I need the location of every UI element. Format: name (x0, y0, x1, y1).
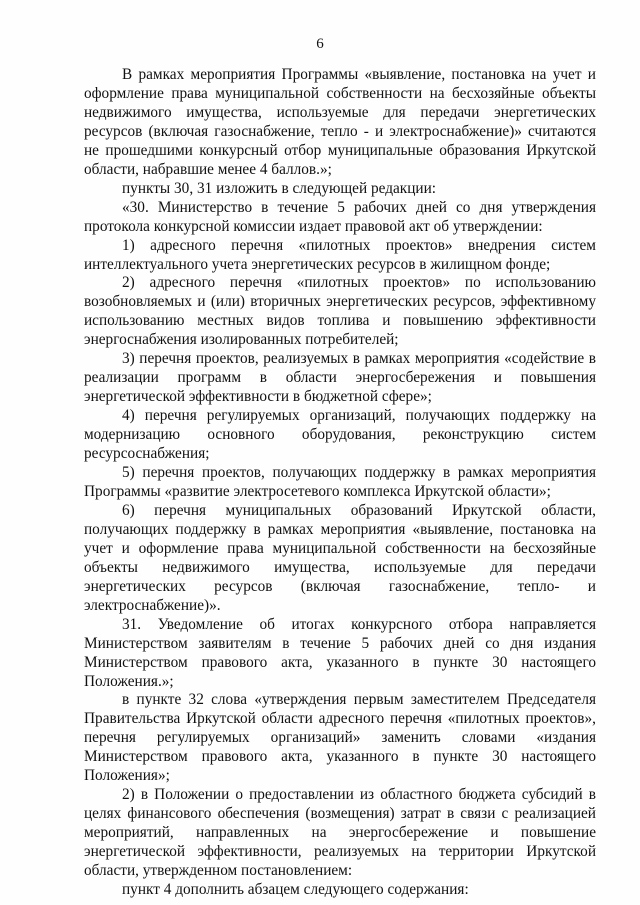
paragraph: 3) перечня проектов, реализуемых в рамках мероприятия «содействие в реализации программ в области энергосбережения и повышения энергетической эффективности в бюджетной сфере»; (84, 350, 596, 406)
paragraph: 1) адресного перечня «пилотных проектов» внедрения систем интеллектуального учета энергетических ресурсов в жилищном фонде; (84, 236, 596, 273)
paragraph: пункт 4 дополнить абзацем следующего содержания: (122, 880, 469, 898)
paragraph: В рамках мероприятия Программы «выявление, постановка на учет и оформление права муниципальной собственности на бесхозяйные объекты недвижимого имущества, используемые для передачи энергетических ресурсов (включая газоснабжение, тепло - и электроснабжение)» считаются не прошедшими конкурсный отбор муниципальные образования Иркутской области, набравшие менее 4 баллов.»; (84, 66, 596, 178)
paragraph: 4) перечня регулируемых организаций, получающих поддержку на модернизацию основного оборудования, реконструкцию систем ресурсоснабжения; (84, 407, 596, 463)
document-body (84, 66, 596, 900)
paragraph: 5) перечня проектов, получающих поддержку в рамках мероприятия Программы «развитие электросетевого комплекса Иркутской области»; (84, 464, 596, 500)
page-number: 6 (316, 36, 324, 52)
paragraph: 2) в Положении о предоставлении из областного бюджета субсидий в целях финансового обеспечения (возмещения) затрат в связи с реализацией мероприятий, направленных на энергосбережение и повышение энергетической эффективности, реализуемых на территории Иркутской области, утвержденном постановлением: (84, 786, 596, 880)
paragraph: 6) перечня муниципальных образований Иркутской области, получающих поддержку в рамках мероприятия «выявление, постановка на учет и оформление права муниципальной собственности на бесхозяйные объекты недвижимого имущества, используемые для передачи энергетических ресурсов (включая газоснабжение, тепло- и электроснабжение)». (84, 501, 596, 614)
paragraph: 31. Уведомление об итогах конкурсного отбора направляется Министерством заявителям в течение 5 рабочих дней со дня издания Министерством правового акта, указанного в пункте 30 настоящего Положения.»; (84, 615, 596, 690)
paragraph: в пункте 32 слова «утверждения первым заместителем Председателя Правительства Иркутской области адресного перечня «пилотных проектов», перечня регулируемых организаций» заменить словами «издания Министерством правового акта, указанного в пункте 30 настоящего Положения»; (84, 691, 596, 785)
paragraph: пункты 30, 31 изложить в следующей редакции: (122, 179, 437, 197)
paragraph: 2) адресного перечня «пилотных проектов» по использованию возобновляемых и (или) вторичных энергетических ресурсов, эффективному использованию местных видов топлива и повышению эффективности энергоснабжения изолированных потребителей; (84, 274, 596, 349)
paragraph: «30. Министерство в течение 5 рабочих дней со дня утверждения протокола конкурсной комиссии издает правовой акт об утверждении: (84, 198, 596, 235)
